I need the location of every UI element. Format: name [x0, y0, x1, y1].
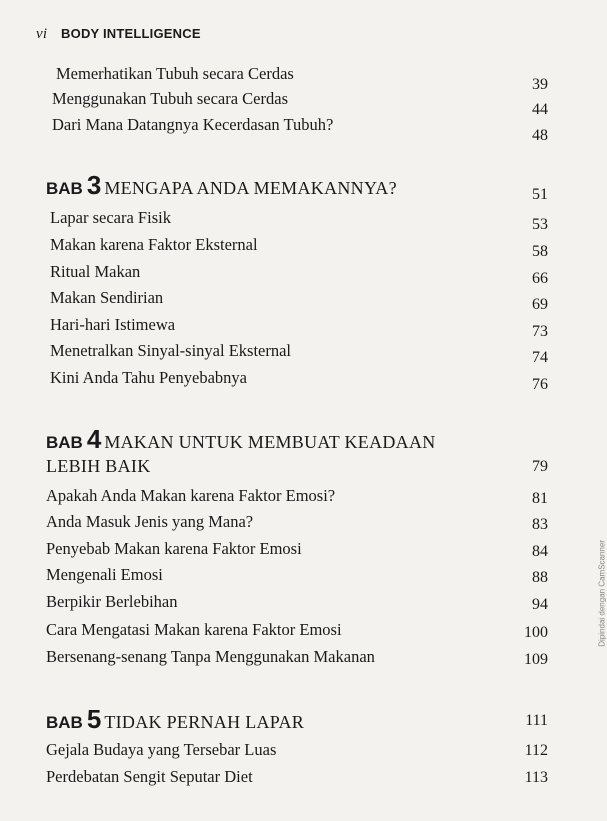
toc-entry-title: Perdebatan Sengit Seputar Diet — [46, 767, 253, 786]
toc-entry-title: Makan karena Faktor Eksternal — [50, 235, 258, 254]
toc-entry[interactable] — [0, 368, 600, 393]
toc-entry[interactable] — [0, 235, 600, 260]
toc-entry-title: Menetralkan Sinyal-sinyal Eksternal — [50, 341, 292, 360]
toc-entry-page: 39 — [532, 76, 548, 93]
toc-entry-page: 109 — [524, 651, 548, 668]
toc-entry-page: 74 — [532, 349, 548, 366]
toc-entry-page: 66 — [532, 270, 548, 287]
chapter-page: 111 — [525, 712, 548, 729]
toc-entry-page: 94 — [532, 596, 548, 613]
toc-entry-title: Cara Mengatasi Makan karena Faktor Emosi — [46, 620, 342, 639]
scanner-watermark: Dipindai dengan CamScanner — [598, 540, 607, 647]
toc-entry[interactable] — [0, 486, 600, 508]
toc-entry[interactable] — [0, 262, 600, 287]
toc-entry-title: Memerhatikan Tubuh secara Cerdas — [56, 64, 294, 83]
toc-entry-title: Penyebab Makan karena Faktor Emosi — [46, 539, 302, 558]
chapter-label: BAB — [46, 179, 83, 198]
chapter-heading-4[interactable] — [46, 424, 436, 455]
chapter-label: BAB — [46, 433, 83, 452]
toc-entry-title: Kini Anda Tahu Penyebabnya — [50, 368, 247, 387]
toc-entry-page: 48 — [532, 127, 548, 144]
toc-entry[interactable] — [0, 539, 600, 561]
toc-entry[interactable] — [0, 647, 600, 669]
toc-entry-page: 112 — [524, 742, 548, 759]
chapter-title: TIDAK PERNAH LAPAR — [104, 712, 305, 732]
running-header — [36, 26, 201, 43]
toc-entry-page: 58 — [532, 243, 548, 260]
toc-entry[interactable] — [0, 115, 600, 144]
toc-entry-page: 88 — [532, 569, 548, 586]
header-page-number: vi — [36, 26, 48, 42]
toc-entry[interactable] — [0, 64, 600, 93]
toc-entry-page: 113 — [524, 769, 548, 786]
chapter-title-line2: LEBIH BAIK — [46, 456, 151, 476]
toc-entry-page: 73 — [532, 323, 548, 340]
toc-entry[interactable] — [0, 315, 600, 340]
toc-entry[interactable] — [0, 592, 600, 614]
toc-entry-title: Lapar secara Fisik — [50, 208, 171, 227]
toc-entry-page: 83 — [532, 516, 548, 533]
toc-entry[interactable] — [0, 89, 600, 118]
toc-entry-title: Menggunakan Tubuh secara Cerdas — [52, 89, 288, 108]
toc-entry-page: 81 — [532, 490, 548, 507]
toc-entry[interactable] — [0, 512, 600, 534]
chapter-heading-3[interactable] — [46, 170, 397, 201]
toc-entry-title: Bersenang-senang Tanpa Menggunakan Makanan — [46, 647, 375, 666]
toc-entry[interactable] — [0, 740, 600, 762]
chapter-heading-5[interactable] — [46, 704, 304, 735]
chapter-page: 51 — [532, 186, 548, 203]
toc-entry-page: 76 — [532, 376, 548, 393]
toc-entry-title: Ritual Makan — [50, 262, 141, 281]
toc-entry[interactable] — [0, 767, 600, 789]
chapter-page: 79 — [532, 458, 548, 475]
toc-entry-title: Berpikir Berlebihan — [46, 592, 178, 611]
toc-entry[interactable] — [0, 341, 600, 366]
toc-entry-title: Dari Mana Datangnya Kecerdasan Tubuh? — [52, 115, 334, 134]
chapter-number: 4 — [86, 424, 102, 454]
toc-entry-page: 44 — [532, 101, 548, 118]
toc-entry-page: 84 — [532, 543, 548, 560]
chapter-title: MAKAN UNTUK MEMBUAT KEADAAN — [104, 432, 436, 452]
toc-entry[interactable] — [0, 288, 600, 313]
chapter-title: MENGAPA ANDA MEMAKANNYA? — [104, 178, 397, 198]
toc-entry-page: 69 — [532, 296, 548, 313]
toc-entry-title: Mengenali Emosi — [46, 565, 163, 584]
chapter-title-continued — [46, 456, 151, 477]
header-title: BODY INTELLIGENCE — [61, 26, 201, 41]
toc-entry-title: Gejala Budaya yang Tersebar Luas — [46, 740, 277, 759]
chapter-number: 5 — [86, 704, 102, 734]
toc-entry[interactable] — [0, 565, 600, 587]
chapter-label: BAB — [46, 713, 83, 732]
chapter-number: 3 — [86, 170, 102, 200]
toc-entry[interactable] — [0, 208, 600, 233]
toc-entry-title: Hari-hari Istimewa — [50, 315, 176, 334]
toc-entry-title: Apakah Anda Makan karena Faktor Emosi? — [46, 486, 336, 505]
toc-entry-page: 53 — [532, 216, 548, 233]
toc-entry-page: 100 — [524, 624, 548, 641]
toc-entry-title: Makan Sendirian — [50, 288, 164, 307]
toc-entry-title: Anda Masuk Jenis yang Mana? — [46, 512, 254, 531]
toc-entry[interactable] — [0, 620, 600, 642]
